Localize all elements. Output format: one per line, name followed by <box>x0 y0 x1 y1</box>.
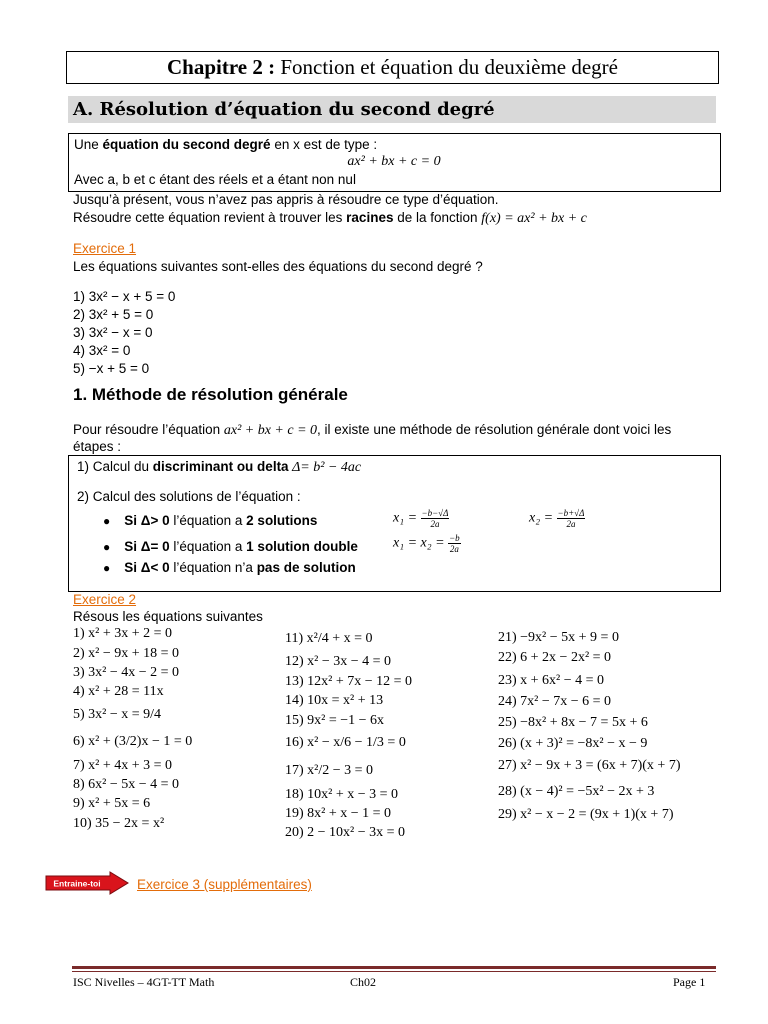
list-item: 2) x² − 9x + 18 = 0 <box>73 646 180 661</box>
method-intro-line2: étapes : <box>73 439 122 454</box>
case3-mid: l’équation n’a <box>169 560 257 575</box>
list-item: 20) 2 − 10x² − 3x = 0 <box>285 825 406 840</box>
intro-line2-post: de la fonction <box>393 210 482 225</box>
method-intro-math: ax² + bx + c = 0 <box>223 423 318 438</box>
list-item: 18) 10x² + x − 3 = 0 <box>285 787 399 802</box>
list-item: 27) x² − 9x + 3 = (6x + 7)(x + 7) <box>498 758 681 773</box>
method-box <box>68 455 721 592</box>
case1-mid: l’équation a <box>169 513 247 528</box>
list-item: 22) 6 + 2x − 2x² = 0 <box>498 650 612 665</box>
xd-label: x₁ = x₂ = <box>393 535 445 551</box>
intro-line2-pre: Résoudre cette équation revient à trouver les <box>73 210 347 225</box>
xd-formula <box>393 533 461 554</box>
def-line1-bold: équation du second degré <box>102 137 271 152</box>
footer-right: Page 1 <box>673 975 706 989</box>
x1-den: 2a <box>430 519 440 529</box>
exercise1-title[interactable]: Exercice 1 <box>73 241 137 256</box>
list-item: 11) x²/4 + x = 0 <box>285 631 373 646</box>
intro-line2 <box>73 210 587 227</box>
def-line3: Avec a, b et c étant des réels et a étant non nul <box>74 172 356 187</box>
section-a-heading: A. Résolution d’équation du second degré <box>68 96 716 123</box>
list-item: 9) x² + 5x = 6 <box>73 796 151 811</box>
list-item: 15) 9x² = −1 − 6x <box>285 713 385 728</box>
footer-center: Ch02 <box>350 975 377 989</box>
def-formula: ax² + bx + c = 0 <box>347 154 441 169</box>
case1-condition: Si Δ> 0 <box>124 513 170 528</box>
intro-line1: Jusqu’à présent, vous n’avez pas appris à résoudre ce type d’équation. <box>73 192 499 207</box>
list-item: 26) (x + 3)² = −8x² − x − 9 <box>498 736 648 751</box>
chapter-prefix: Chapitre 2 : <box>166 55 276 79</box>
step1-bold: discriminant ou delta <box>152 459 289 474</box>
xd-num: −b <box>449 533 460 543</box>
list-item: 29) x² − x − 2 = (9x + 1)(x + 7) <box>498 807 674 822</box>
step1-pre: 1) Calcul du <box>77 459 153 474</box>
method-intro-pre: Pour résoudre l’équation <box>73 422 224 437</box>
list-item: 1) 3x² − x + 5 = 0 <box>73 289 176 304</box>
entraine-toi-label: Entraine-toi <box>53 878 101 889</box>
method-heading: 1. Méthode de résolution générale <box>73 385 348 404</box>
chapter-title <box>66 51 719 84</box>
list-item: 10) 35 − 2x = x² <box>73 816 165 831</box>
list-item: 25) −8x² + 8x − 7 = 5x + 6 <box>498 715 648 730</box>
footer-rule <box>72 966 716 969</box>
case2-condition: Si Δ= 0 <box>124 539 170 554</box>
entraine-toi-badge[interactable] <box>44 871 130 895</box>
exercise1-list <box>73 288 175 378</box>
x2-num: −b+√Δ <box>557 508 585 518</box>
footer-left: ISC Nivelles – 4GT-TT Math <box>73 975 215 989</box>
case-no-solution <box>103 560 356 575</box>
intro-line2-bold: racines <box>346 210 394 225</box>
intro-line2-math: f(x) = ax² + bx + c <box>481 211 587 226</box>
list-item: 12) x² − 3x − 4 = 0 <box>285 654 392 669</box>
method-step1 <box>77 459 361 476</box>
bullet-icon: ● <box>103 514 111 528</box>
list-item: 21) −9x² − 5x + 9 = 0 <box>498 630 619 645</box>
list-item: 24) 7x² − 7x − 6 = 0 <box>498 694 612 709</box>
bullet-icon: ● <box>103 561 111 575</box>
list-item: 16) x² − x/6 − 1/3 = 0 <box>285 735 406 750</box>
x1-num: −b−√Δ <box>421 508 449 518</box>
case2-bold: 1 solution double <box>246 539 358 554</box>
list-item: 2) 3x² + 5 = 0 <box>73 307 154 322</box>
x1-label: x₁ = <box>393 510 418 526</box>
xd-den: 2a <box>449 544 459 554</box>
list-item: 4) 3x² = 0 <box>73 343 131 358</box>
method-intro-post: , il existe une méthode de résolution générale dont voici les <box>317 422 672 437</box>
x2-formula <box>529 508 585 529</box>
method-intro <box>73 422 671 439</box>
xd-fraction <box>448 533 461 554</box>
x1-formula <box>393 508 449 529</box>
x1-fraction <box>421 508 450 529</box>
list-item: 8) 6x² − 5x − 4 = 0 <box>73 777 180 792</box>
list-item: 3) 3x² − x = 0 <box>73 325 153 340</box>
case1-bold: 2 solutions <box>246 513 318 528</box>
method-step2: 2) Calcul des solutions de l’équation : <box>77 489 301 504</box>
list-item: 14) 10x = x² + 13 <box>285 693 384 708</box>
list-item: 13) 12x² + 7x − 12 = 0 <box>285 674 413 689</box>
bullet-icon: ● <box>103 540 111 554</box>
list-item: 5) −x + 5 = 0 <box>73 361 150 376</box>
x2-fraction <box>557 508 586 529</box>
x2-label: x₂ = <box>529 510 554 526</box>
def-line1 <box>74 137 377 152</box>
exercise3-link[interactable]: Exercice 3 (supplémentaires) <box>137 877 312 892</box>
definition-box <box>68 133 721 192</box>
case3-condition: Si Δ< 0 <box>124 560 170 575</box>
footer-rule-thin <box>72 971 716 972</box>
case-double-solution <box>103 539 358 554</box>
case3-bold: pas de solution <box>256 560 356 575</box>
def-line1-pre: Une <box>74 137 103 152</box>
list-item: 5) 3x² − x = 9/4 <box>73 707 162 722</box>
case2-mid: l’équation a <box>169 539 247 554</box>
case-two-solutions <box>103 513 317 528</box>
exercise2-instruction: Résous les équations suivantes <box>73 609 263 624</box>
list-item: 6) x² + (3/2)x − 1 = 0 <box>73 734 193 749</box>
step1-math: Δ= b² − 4ac <box>288 460 362 475</box>
list-item: 17) x²/2 − 3 = 0 <box>285 763 374 778</box>
list-item: 19) 8x² + x − 1 = 0 <box>285 806 392 821</box>
chapter-title-text: Fonction et équation du deuxième degré <box>275 55 618 79</box>
list-item: 4) x² + 28 = 11x <box>73 684 164 699</box>
x2-den: 2a <box>566 519 576 529</box>
exercise1-question: Les équations suivantes sont-elles des équations du second degré ? <box>73 259 483 274</box>
list-item: 23) x + 6x² − 4 = 0 <box>498 673 605 688</box>
list-item: 28) (x − 4)² = −5x² − 2x + 3 <box>498 784 655 799</box>
def-line1-post: en x est de type : <box>270 137 378 152</box>
exercise2-title[interactable]: Exercice 2 <box>73 592 137 607</box>
list-item: 1) x² + 3x + 2 = 0 <box>73 626 173 641</box>
list-item: 3) 3x² − 4x − 2 = 0 <box>73 665 180 680</box>
list-item: 7) x² + 4x + 3 = 0 <box>73 758 173 773</box>
